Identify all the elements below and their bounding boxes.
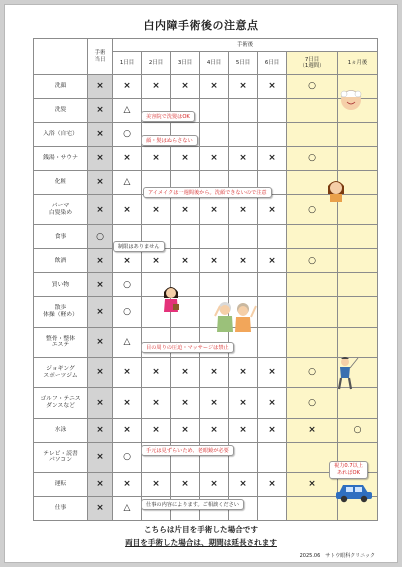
day-cell (142, 358, 171, 388)
mark: × (123, 204, 131, 215)
mark: ○ (308, 153, 316, 164)
mark: × (152, 479, 160, 490)
mark: ○ (353, 424, 362, 435)
day-cell (171, 388, 200, 418)
mark: × (210, 397, 218, 408)
day-cell (200, 358, 229, 388)
mark: ○ (123, 306, 131, 317)
day-cell (113, 99, 142, 123)
table-row (34, 358, 378, 388)
day-cell (200, 147, 229, 171)
day-cell (171, 75, 200, 99)
mark: × (210, 255, 218, 266)
table-row (34, 249, 378, 273)
day-cell (171, 249, 200, 273)
day-cell (229, 273, 258, 297)
table-row (34, 273, 378, 297)
header-day-6: 6日目 (258, 52, 287, 75)
day-cell (258, 418, 287, 442)
day-cell (287, 297, 338, 327)
header-surgery-day: 手術 当日 (88, 39, 113, 75)
mark: ○ (308, 255, 316, 266)
day-cell (258, 249, 287, 273)
day-cell (258, 225, 287, 249)
surgery-day-cell (88, 496, 113, 520)
mark: × (239, 153, 247, 164)
mark: × (210, 204, 218, 215)
mark: × (96, 255, 104, 266)
mark: × (181, 255, 189, 266)
day-cell (287, 388, 338, 418)
day-cell (338, 327, 378, 357)
mark: × (96, 479, 104, 490)
mark: × (268, 255, 276, 266)
mark: × (152, 255, 160, 266)
table-row (34, 225, 378, 249)
note-tv: 手元は見ずらいため、老眼鏡が必要 (141, 445, 234, 456)
elderly-exercise-illustration (213, 296, 257, 332)
day-cell (200, 472, 229, 496)
surgery-day-cell (88, 99, 113, 123)
surgery-day-cell (88, 418, 113, 442)
note-makeup: アイメイクは一週間後から。洗顔できないので注意 (143, 187, 272, 198)
day-cell (258, 496, 287, 520)
mark: ○ (308, 81, 316, 92)
table-row (34, 99, 378, 123)
row-label: テレビ・読書 パソコン (34, 442, 88, 472)
header-day-8: 1ヵ月後 (338, 52, 378, 75)
day-cell (258, 442, 287, 472)
mark: × (152, 153, 160, 164)
day-cell (142, 418, 171, 442)
table-row (34, 418, 378, 442)
mark: × (123, 81, 131, 92)
mark: ○ (123, 279, 131, 290)
mark: × (239, 479, 247, 490)
mark: × (181, 367, 189, 378)
row-label: 整骨・整体 エステ (34, 327, 88, 357)
day-cell (229, 147, 258, 171)
day-cell (338, 388, 378, 418)
header-day-5: 5日目 (229, 52, 258, 75)
mark: × (268, 424, 276, 435)
day-cell (171, 472, 200, 496)
header-row (34, 39, 378, 52)
mark: × (96, 503, 104, 514)
mark: × (181, 81, 189, 92)
day-cell (287, 496, 338, 520)
day-cell (142, 195, 171, 225)
day-cell (229, 123, 258, 147)
day-cell (171, 225, 200, 249)
surgery-day-cell (88, 147, 113, 171)
mark: × (96, 337, 104, 348)
document-page (4, 4, 398, 563)
mark: × (152, 367, 160, 378)
day-cell (142, 472, 171, 496)
day-cell (258, 327, 287, 357)
day-cell (113, 249, 142, 273)
row-label: 洗顔 (34, 75, 88, 99)
mark: × (123, 479, 131, 490)
table-row (34, 388, 378, 418)
restriction-table (33, 38, 377, 521)
surgery-day-cell (88, 388, 113, 418)
surgery-day-cell (88, 195, 113, 225)
mark: × (123, 424, 131, 435)
day-cell (229, 358, 258, 388)
day-cell (171, 147, 200, 171)
clinic-credit: 2025.06 サトウ眼科クリニック (299, 553, 375, 559)
mark: × (181, 479, 189, 490)
day-cell (200, 75, 229, 99)
row-label: 仕事 (34, 496, 88, 520)
day-cell (229, 472, 258, 496)
day-cell (287, 99, 338, 123)
mark: × (268, 153, 276, 164)
mark: × (210, 367, 218, 378)
day-cell (258, 195, 287, 225)
car-illustration (335, 479, 373, 503)
day-cell (258, 297, 287, 327)
note-massage: 目の周りの圧迫・マッサージは禁止 (141, 342, 234, 353)
surgery-day-cell (88, 472, 113, 496)
day-cell (287, 418, 338, 442)
day-cell (258, 472, 287, 496)
day-cell (258, 75, 287, 99)
row-label: 散歩 体操（軽め） (34, 297, 88, 327)
day-cell (200, 99, 229, 123)
row-label: 運転 (34, 472, 88, 496)
mark: × (210, 424, 218, 435)
mark: × (96, 105, 104, 116)
day-cell (113, 358, 142, 388)
footer-note-both-eyes-text: 両目を手術した場合は、期間は延長されます (125, 538, 277, 547)
day-cell (287, 147, 338, 171)
row-label: ゴルフ・テニス ダンスなど (34, 388, 88, 418)
mark: ○ (308, 367, 316, 378)
mark: × (96, 367, 104, 378)
surgery-day-cell (88, 123, 113, 147)
day-cell (258, 147, 287, 171)
table-row (34, 147, 378, 171)
day-cell (338, 273, 378, 297)
mark: × (210, 81, 218, 92)
mark: × (123, 153, 131, 164)
day-cell (258, 273, 287, 297)
day-cell (113, 195, 142, 225)
day-cell (338, 123, 378, 147)
row-label: 食事 (34, 225, 88, 249)
mark: × (239, 424, 247, 435)
day-cell (113, 75, 142, 99)
day-cell (229, 99, 258, 123)
table-row (34, 123, 378, 147)
note-wash-hair: 美容院で洗髪はOK (141, 111, 195, 122)
header-post-surgery: 手術後 (113, 39, 378, 52)
header-day-2: 2日目 (142, 52, 171, 75)
day-cell (287, 123, 338, 147)
day-cell (258, 388, 287, 418)
mark: × (96, 306, 104, 317)
day-cell (287, 358, 338, 388)
mark: × (239, 397, 247, 408)
mark: × (210, 153, 218, 164)
surgery-day-cell (88, 297, 113, 327)
surgery-day-cell (88, 171, 113, 195)
day-cell (287, 273, 338, 297)
shopping-woman-illustration (161, 284, 181, 314)
day-cell (338, 147, 378, 171)
day-cell (113, 472, 142, 496)
day-cell (142, 75, 171, 99)
mark: × (239, 367, 247, 378)
day-cell (171, 195, 200, 225)
mark: △ (123, 503, 131, 514)
mark: × (239, 255, 247, 266)
day-cell (113, 147, 142, 171)
mark: × (181, 424, 189, 435)
row-label: パーマ 白髪染め (34, 195, 88, 225)
day-cell (229, 195, 258, 225)
mark: ○ (123, 129, 131, 140)
mark: × (268, 479, 276, 490)
day-cell (200, 225, 229, 249)
day-cell (200, 123, 229, 147)
mark: × (268, 204, 276, 215)
hair-wash-illustration (335, 84, 367, 116)
note-drive: 視力0.7以上 あればOK (329, 461, 368, 479)
day-cell (113, 123, 142, 147)
day-cell (113, 327, 142, 357)
mark: × (239, 81, 247, 92)
day-cell (171, 358, 200, 388)
mark: ○ (308, 204, 316, 215)
mark: × (210, 479, 218, 490)
note-bath: 顔・髪はぬらさない (141, 135, 198, 146)
mark: × (152, 204, 160, 215)
mark: × (96, 397, 104, 408)
day-cell (229, 75, 258, 99)
mark: × (239, 204, 247, 215)
mark: × (96, 177, 104, 188)
mark: × (308, 424, 316, 435)
day-cell (200, 249, 229, 273)
note-work: 仕事の内容によります。ご相談ください (141, 499, 244, 510)
surgery-day-cell (88, 225, 113, 249)
row-label: ジョギング スポーツジム (34, 358, 88, 388)
day-cell (258, 123, 287, 147)
footer-note-one-eye: こちらは片目を手術した場合です (144, 525, 258, 534)
day-cell (287, 225, 338, 249)
day-cell (200, 273, 229, 297)
day-cell (258, 99, 287, 123)
day-cell (229, 225, 258, 249)
day-cell (338, 225, 378, 249)
page-title: 白内障手術後の注意点 (143, 19, 259, 32)
mark: × (268, 367, 276, 378)
day-cell (229, 388, 258, 418)
day-cell (338, 297, 378, 327)
header-day-4: 4日目 (200, 52, 229, 75)
day-cell (200, 418, 229, 442)
mark: × (96, 153, 104, 164)
mark: × (123, 397, 131, 408)
row-label: 飲酒 (34, 249, 88, 273)
surgery-day-cell (88, 249, 113, 273)
mark: × (181, 397, 189, 408)
header-day-3: 3日目 (171, 52, 200, 75)
day-cell (113, 442, 142, 472)
day-cell (287, 249, 338, 273)
row-label: 水泳 (34, 418, 88, 442)
row-label: 銭湯・サウナ (34, 147, 88, 171)
mark: × (96, 129, 104, 140)
mark: × (96, 279, 104, 290)
day-cell (113, 171, 142, 195)
table-row (34, 297, 378, 327)
day-cell (113, 496, 142, 520)
golf-illustration (333, 356, 359, 390)
day-cell (287, 75, 338, 99)
mark: △ (123, 105, 131, 116)
day-cell (113, 297, 142, 327)
mark: × (96, 81, 104, 92)
mark: × (268, 81, 276, 92)
day-cell (142, 249, 171, 273)
row-label: 買い物 (34, 273, 88, 297)
note-meal: 制限はありません (113, 241, 165, 252)
day-cell (113, 418, 142, 442)
surgery-day-cell (88, 75, 113, 99)
mark: △ (123, 177, 131, 188)
day-cell (338, 249, 378, 273)
mark: × (152, 81, 160, 92)
day-cell (338, 418, 378, 442)
row-label: 化粧 (34, 171, 88, 195)
day-cell (287, 327, 338, 357)
table-row (34, 75, 378, 99)
mark: △ (123, 337, 131, 348)
header-day-1: 1日目 (113, 52, 142, 75)
corner-cell (34, 39, 88, 75)
row-label: 洗髪 (34, 99, 88, 123)
mark: × (308, 479, 316, 490)
mark: × (96, 424, 104, 435)
day-cell (171, 418, 200, 442)
mark: × (181, 153, 189, 164)
mark: × (268, 397, 276, 408)
mark: × (181, 204, 189, 215)
row-label: 入浴（自宅） (34, 123, 88, 147)
table-row (34, 472, 378, 496)
mark: ○ (96, 231, 104, 242)
surgery-day-cell (88, 273, 113, 297)
person-phone-illustration (325, 176, 347, 202)
mark: ○ (123, 452, 131, 463)
day-cell (142, 388, 171, 418)
mark: × (96, 204, 104, 215)
header-day-7: 7日目 （1週間） (287, 52, 338, 75)
day-cell (229, 249, 258, 273)
surgery-day-cell (88, 358, 113, 388)
day-cell (142, 147, 171, 171)
mark: × (123, 255, 131, 266)
day-cell (113, 273, 142, 297)
day-cell (229, 418, 258, 442)
day-cell (258, 358, 287, 388)
mark: × (152, 397, 160, 408)
surgery-day-cell (88, 327, 113, 357)
footer-note-both-eyes (5, 537, 397, 548)
mark: × (123, 367, 131, 378)
mark: ○ (308, 397, 316, 408)
mark: × (96, 452, 104, 463)
day-cell (200, 388, 229, 418)
mark: × (152, 424, 160, 435)
day-cell (113, 388, 142, 418)
surgery-day-cell (88, 442, 113, 472)
day-cell (200, 195, 229, 225)
